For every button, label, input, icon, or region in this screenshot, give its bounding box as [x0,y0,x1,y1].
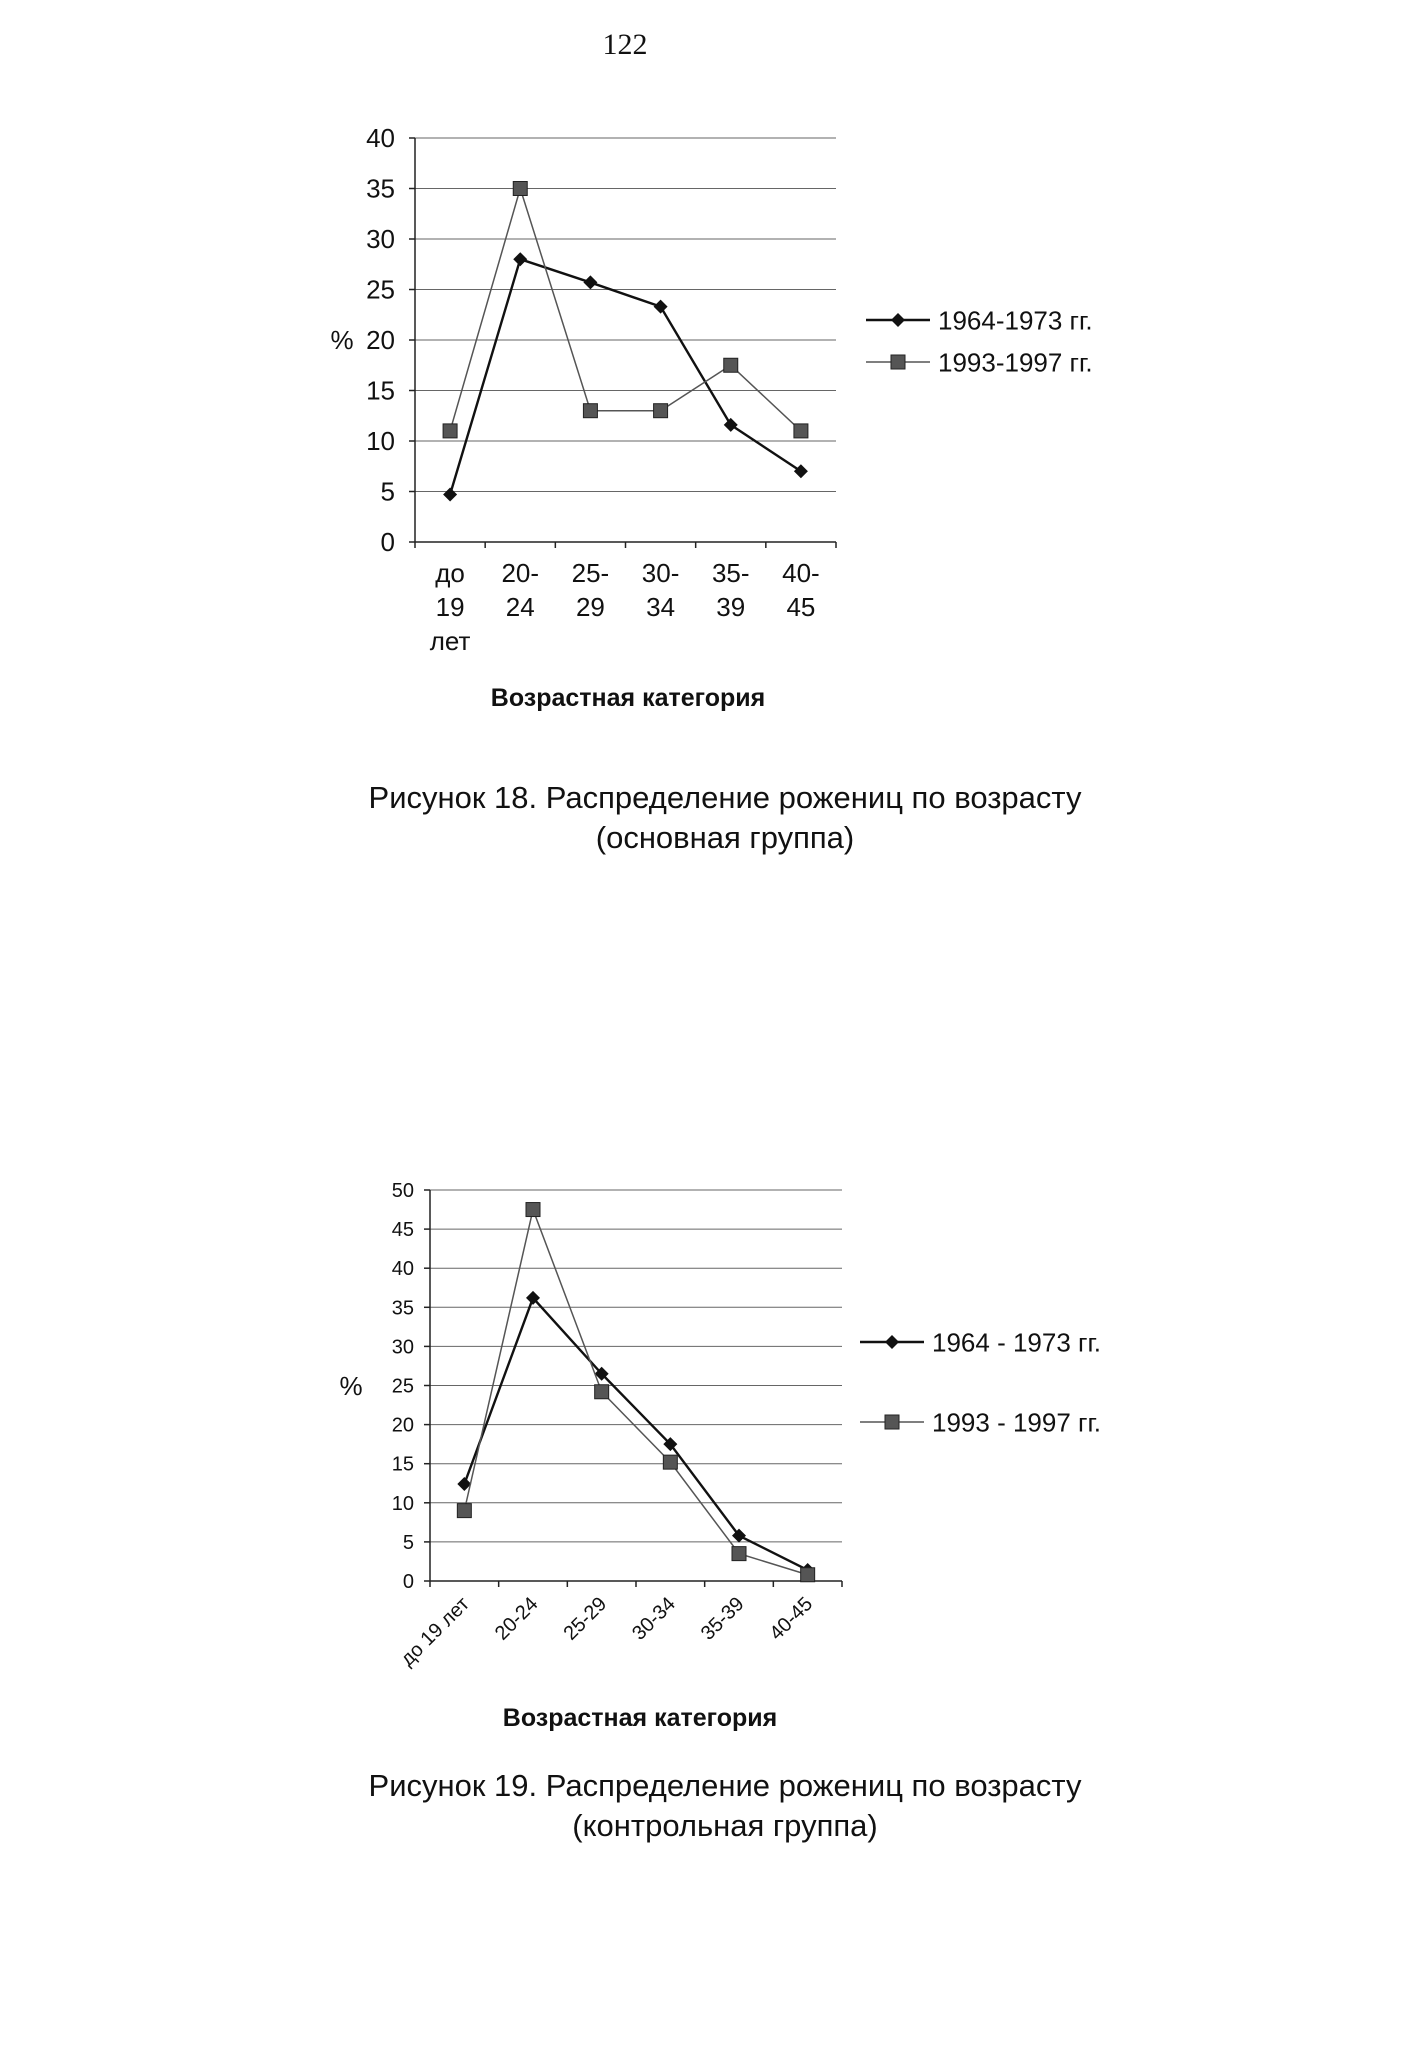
y-tick-label: 35 [391,1297,414,1320]
x-tick-label: до 19 лет [396,1592,474,1671]
y-tick-label: 20 [391,1414,414,1437]
y-tick-label: 0 [402,1571,414,1593]
y-tick-label: 25 [366,274,395,305]
series-2-point [457,1504,471,1518]
x-tick-label: 30-34 [641,558,680,622]
series-2-point [794,424,808,438]
x-tick-label: 30-34 [628,1592,680,1645]
series-1-point [513,252,527,266]
y-tick-label: 0 [380,527,395,558]
y-tick-label: 20 [366,325,395,356]
figure-19-caption [150,1766,1300,1846]
legend-label: 1964-1973 гг. [938,305,1093,336]
y-tick-label: 5 [380,476,395,507]
series-2-point [583,404,597,418]
series-2-point [443,424,457,438]
legend-marker [891,355,905,369]
series-1-point [583,275,597,289]
figure-18-caption-line2: (основная группа) [595,820,855,855]
y-tick-label: 45 [391,1219,414,1242]
y-tick-label: 10 [366,426,395,457]
figure-19-caption-line1: Рисунок 19. Распределение рожениц по возрасту [368,1768,1082,1803]
y-tick-label: 5 [402,1531,414,1554]
x-axis-label: Возрастная категория [502,1704,778,1732]
x-tick-label: 20-24 [490,1592,543,1645]
y-tick-label: 40 [391,1258,414,1281]
x-tick-label: 40-45 [765,1592,818,1645]
y-tick-label: 30 [391,1336,414,1359]
series-2-point [724,358,738,372]
chart-figure-18 [0,0,1409,760]
x-axis-label: Возрастная категория [490,684,766,712]
page-number: 122 [602,28,648,61]
legend-label: 1993 - 1997 гг. [932,1407,1102,1438]
series-line-2 [464,1210,807,1575]
y-tick-label: 10 [391,1492,414,1515]
series-2-point [801,1568,815,1582]
figure-18-caption [150,778,1300,858]
series-2-point [732,1547,746,1561]
x-tick-label: 35-39 [711,558,750,622]
series-1-point [794,464,808,478]
series-line-1 [464,1298,807,1570]
series-2-point [526,1203,540,1217]
legend-label: 1993-1997 гг. [938,347,1093,378]
figure-19-caption-line2: (контрольная группа) [572,1808,878,1843]
y-tick-label: 15 [391,1453,414,1476]
series-2-point [654,404,668,418]
y-tick-label: 15 [366,375,395,406]
y-axis-label: % [339,1371,363,1401]
x-tick-label: 35-39 [696,1592,749,1645]
series-2-point [595,1385,609,1399]
series-line-2 [450,189,801,431]
series-2-point [663,1455,677,1469]
legend-marker [885,1335,899,1349]
x-tick-label: 40-45 [782,558,820,622]
y-tick-label: 25 [391,1375,414,1398]
x-tick-label: 25-29 [559,1592,612,1645]
series-line-1 [450,259,801,494]
series-1-point [654,300,668,314]
figure-18-caption-line1: Рисунок 18. Распределение рожениц по возрасту [368,780,1082,815]
chart-figure-19 [0,1000,1409,1760]
x-tick-label: 25-29 [571,558,610,622]
legend-marker [885,1415,899,1429]
y-axis-label: % [330,325,354,355]
legend-label: 1964 - 1973 гг. [932,1327,1102,1358]
y-tick-label: 40 [366,123,395,154]
legend-marker [891,313,905,327]
y-tick-label: 30 [366,224,395,255]
y-tick-label: 50 [391,1180,414,1202]
x-tick-label: до 19 лет [429,558,471,656]
series-1-point [724,418,738,432]
x-tick-label: 20-24 [501,558,540,622]
y-tick-label: 35 [366,173,395,204]
series-1-point [443,488,457,502]
series-2-point [513,182,527,196]
